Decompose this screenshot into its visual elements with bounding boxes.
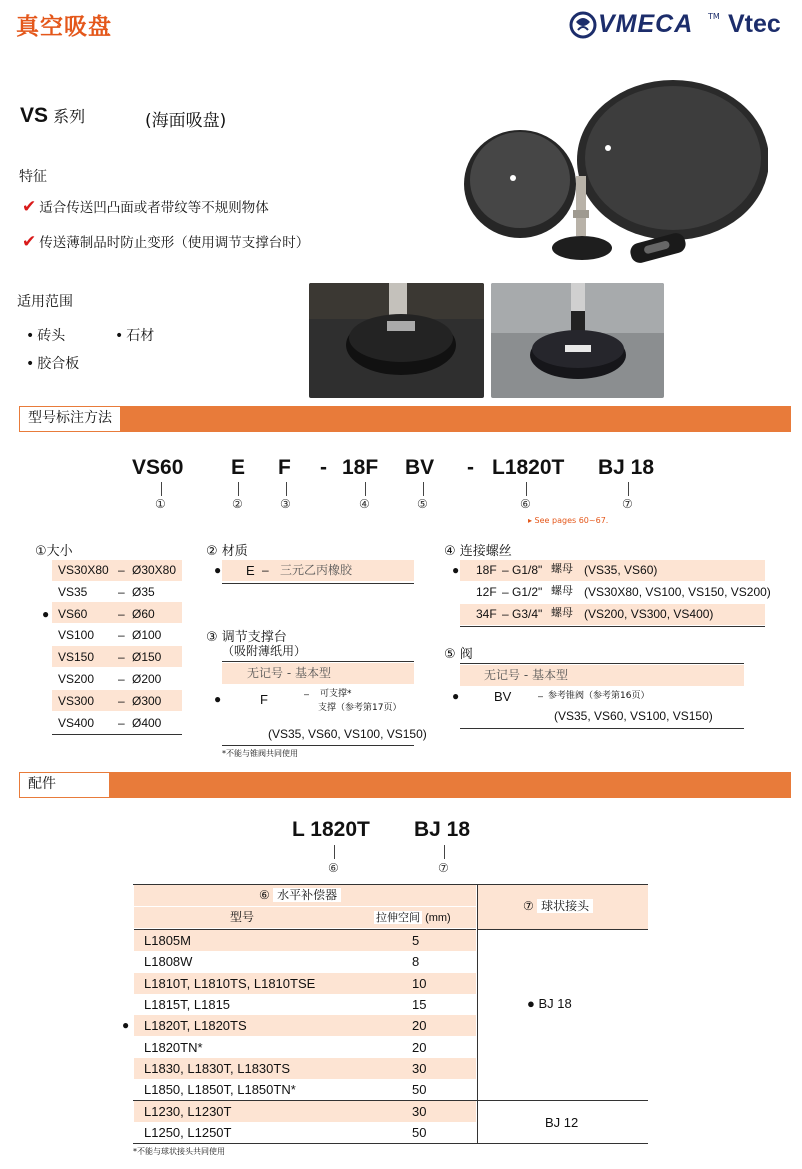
marker-3: ③ [280, 497, 291, 511]
table-row-model: L1820T, L1820TS [144, 1018, 247, 1034]
marker-7: ⑦ [622, 497, 633, 511]
application-photo-brick [309, 283, 484, 398]
code-part: BV [405, 456, 435, 479]
code-part: BJ 18 [598, 456, 655, 479]
code-part: - [467, 456, 474, 479]
valve-desc: 参考锥阀（参考第16页） [548, 691, 650, 701]
thread-code: 34F [476, 607, 497, 621]
table-row-stroke: 20 [412, 1039, 427, 1055]
size-model: VS300 [58, 693, 95, 708]
thread-heading: ④ 连接螺丝 [444, 544, 512, 559]
size-dim: Ø300 [132, 693, 162, 708]
material-bullet: ● [214, 563, 222, 577]
thread-models: (VS35, VS60) [584, 563, 658, 577]
support-desc-2: 支撑（参考第17页） [318, 703, 402, 713]
valve-bullet: ● [452, 689, 460, 703]
series-subtitle: (海面吸盘) [145, 111, 227, 131]
marker-5: ⑤ [417, 497, 428, 511]
thread-size: G1/8" [512, 563, 543, 577]
code-part: VS60 [132, 456, 184, 479]
table-row-stroke: 50 [412, 1082, 427, 1098]
thread-dash: – [502, 563, 509, 577]
valve-code: BV [494, 689, 512, 704]
thread-code: 12F [476, 585, 497, 599]
material-heading: ② 材质 [206, 544, 248, 559]
size-dim: Ø35 [132, 584, 155, 599]
thread-size: G3/4" [512, 607, 543, 621]
table-row-model: L1815T, L1815 [144, 996, 231, 1012]
logo-vtec-text: Vtec [728, 10, 781, 38]
joint-header: ⑦ 球状接头 [523, 896, 593, 917]
support-dash: – [304, 689, 310, 699]
table-row-stroke: 8 [412, 954, 420, 970]
code-part: F [278, 456, 291, 479]
selected-bullet: ● [122, 1018, 130, 1033]
support-heading: ③ 调节支撑台 [206, 630, 287, 645]
table-row-model: L1230, L1230T [144, 1104, 232, 1119]
vmeca-logo [568, 6, 790, 46]
checkmark-icon: ✔ [22, 197, 37, 217]
logo-vmeca-text: VMECA [598, 10, 694, 38]
table-row-stroke: 30 [412, 1060, 427, 1076]
size-dim: Ø400 [132, 715, 162, 730]
table-row-model: L1250, L1250T [144, 1125, 232, 1141]
support-bullet: ● [214, 692, 222, 706]
features-heading: 特征 [19, 169, 47, 185]
table-row-stroke: 20 [412, 1018, 427, 1034]
code-part: L1820T [492, 456, 565, 479]
thread-dash: – [502, 607, 509, 621]
scope-heading: 适用范围 [17, 294, 73, 310]
table-row-model: L1808W [144, 954, 193, 970]
product-photo [458, 78, 768, 274]
thread-models: (VS200, VS300, VS400) [584, 607, 714, 621]
size-model: VS35 [58, 584, 88, 599]
size-model: VS100 [58, 628, 95, 643]
checkmark-icon: ✔ [22, 232, 37, 252]
accessory-marker-6: ⑥ [328, 861, 339, 875]
logo-trademark: TM [708, 12, 720, 21]
series-title: VS 系列 [20, 104, 86, 127]
thread-nut: 螺母 [551, 562, 573, 575]
feature-item: ✔ 适合传送凹凸面或者带纹等不规则物体 [22, 197, 269, 217]
marker-4: ④ [359, 497, 370, 511]
size-dim: Ø200 [132, 672, 162, 686]
size-dash: – [118, 584, 125, 599]
feature-item: ✔ 传送薄制品时防止变形（使用调节支撑台时） [22, 232, 310, 252]
thread-nut: 螺母 [551, 606, 573, 619]
support-none: 无记号 - 基本型 [247, 666, 331, 680]
accessory-code-part: L 1820T [292, 818, 370, 841]
page-title: 真空吸盘 [16, 14, 112, 40]
accessories-bar: 配件 [19, 772, 791, 798]
compensator-header: ⑥ 水平补偿器 [259, 885, 341, 906]
accessory-code-part: BJ 18 [414, 818, 471, 841]
application-photo-stone [491, 283, 664, 398]
code-part: 18F [342, 456, 379, 479]
material-desc: 三元乙丙橡胶 [280, 563, 353, 577]
table-row-model: L1850, L1850T, L1850TN* [144, 1082, 296, 1098]
size-model: VS30X80 [58, 563, 109, 577]
table-row-stroke: 5 [412, 933, 420, 948]
table-row-stroke: 30 [412, 1104, 427, 1119]
size-dash: – [118, 606, 125, 621]
joint-bj12: BJ 12 [545, 1115, 579, 1130]
thread-size: G1/2" [512, 585, 543, 599]
support-note: *不能与锥阀共同使用 [222, 749, 298, 758]
accessory-marker-7: ⑦ [438, 861, 449, 875]
size-model: VS200 [58, 672, 95, 686]
size-model: VS400 [58, 715, 95, 730]
marker-6: ⑥ [520, 497, 531, 511]
joint-bj18: ● BJ 18 [527, 996, 572, 1011]
table-row-model: L1820TN* [144, 1039, 203, 1055]
size-dash: – [118, 672, 125, 686]
selected-bullet: ● [452, 563, 460, 577]
valve-heading: ⑤ 阀 [444, 647, 473, 662]
support-subheading: （吸附薄纸用） [222, 644, 307, 658]
size-dim: Ø30X80 [132, 563, 177, 577]
support-desc: 可支撑* [320, 689, 352, 699]
size-dim: Ø60 [132, 606, 155, 621]
thread-models: (VS30X80, VS100, VS150, VS200) [584, 585, 771, 599]
size-dash: – [118, 715, 125, 730]
size-heading: ①大小 [35, 544, 73, 559]
thread-code: 18F [476, 563, 497, 577]
accessory-note: *不能与球状接头共同使用 [133, 1147, 225, 1156]
valve-models: (VS35, VS60, VS100, VS150) [554, 709, 713, 723]
size-dash: – [118, 650, 125, 665]
table-row-model: L1810T, L1810TS, L1810TSE [144, 975, 316, 991]
valve-dash: – [538, 691, 544, 701]
selected-bullet: ● [42, 606, 50, 621]
material-code: E [246, 563, 255, 578]
support-models: (VS35, VS60, VS100, VS150) [268, 727, 427, 741]
col-stroke-header: 拉伸空间 (mm) [376, 911, 451, 924]
table-row-model: L1830, L1830T, L1830TS [144, 1060, 291, 1076]
thread-nut: 螺母 [551, 584, 573, 597]
size-dash: – [118, 628, 125, 643]
table-row-model: L1805M [144, 933, 191, 948]
see-pages-note: ▸ See pages 60~67. [528, 516, 609, 525]
scope-item: • 石材 [115, 328, 155, 344]
size-dim: Ø100 [132, 628, 162, 643]
support-code: F [260, 692, 268, 707]
size-model: VS150 [58, 650, 95, 665]
size-model: VS60 [58, 606, 88, 621]
col-model-header: 型号 [230, 910, 255, 924]
model-numbering-bar: 型号标注方法 [19, 406, 791, 432]
size-dash: – [118, 563, 125, 577]
table-row-stroke: 15 [412, 996, 427, 1012]
code-part: - [320, 456, 327, 479]
table-row-stroke: 50 [412, 1125, 427, 1141]
thread-dash: – [502, 585, 509, 599]
material-dash: – [262, 563, 269, 577]
vmeca-swirl-icon [568, 10, 598, 40]
table-row-stroke: 10 [412, 975, 427, 991]
size-dim: Ø150 [132, 650, 162, 665]
scope-item: • 胶合板 [26, 356, 80, 372]
scope-item: • 砖头 [26, 328, 66, 344]
size-dash: – [118, 693, 125, 708]
valve-none: 无记号 - 基本型 [484, 668, 568, 682]
code-part: E [231, 456, 246, 479]
marker-2: ② [232, 497, 243, 511]
marker-1: ① [155, 497, 166, 511]
